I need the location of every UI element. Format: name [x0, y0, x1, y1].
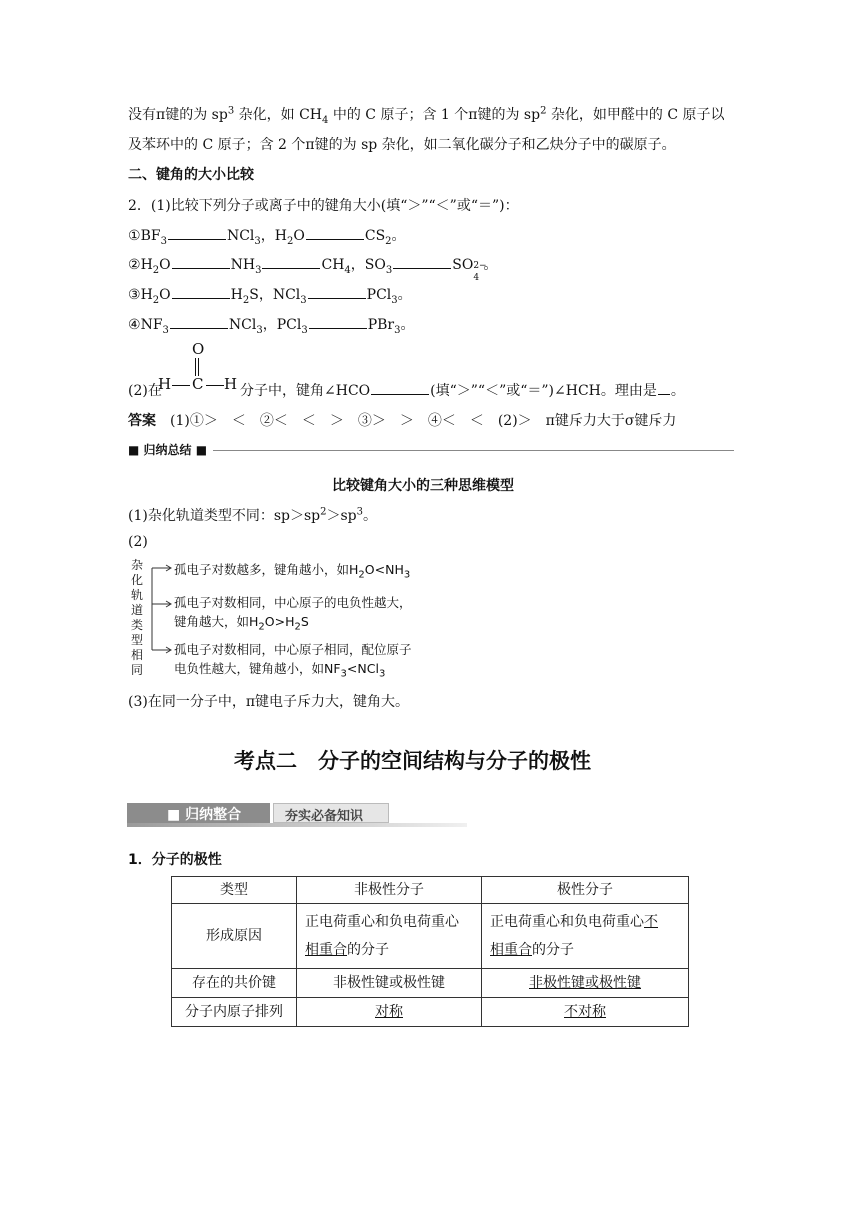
question-stem: 2．(1)比较下列分子或离子中的键角大小(填“＞”“＜”或“＝”)： — [128, 198, 519, 214]
table-row — [172, 877, 689, 904]
summary-point-3: (3)在同一分子中，π键电子斥力大，键角大。 — [128, 694, 410, 710]
answer-blank[interactable] — [168, 227, 226, 240]
table-cell: 形成原因 — [172, 904, 297, 969]
question-row-1: $①BF_3$ NCl$_3$，$H_2O$ $CS_2$。 — [128, 228, 406, 247]
answer-blank[interactable] — [308, 286, 366, 299]
table-cell: 存在的共价键 — [172, 969, 297, 998]
bond-angle-diagram — [128, 556, 468, 686]
diagram-branch-3: 孤电子对数相同，中心原子相同，配位原子 — [174, 642, 412, 657]
polarity-heading: 1．分子的极性 — [128, 852, 222, 868]
table-header: 极性分子 — [482, 877, 689, 904]
table-cell: 非极性键或极性键 — [482, 969, 689, 998]
answer-blank[interactable] — [393, 256, 451, 269]
diagram-branch-2b: 键角越大，如$H_2O>H_2S$ — [174, 614, 309, 633]
table-cell: 非极性键或极性键 — [297, 969, 482, 998]
summary-bar: ■ 归纳总结 ■ — [128, 444, 734, 454]
question-row-2: $②H_2O$ $NH_3$ $CH_4$，$SO_3$ SO 2− 4 。 — [128, 257, 498, 283]
answer-blank[interactable] — [170, 316, 228, 329]
table-cell: 对称 — [297, 998, 482, 1027]
summary-point-2: (2) — [128, 534, 148, 550]
table-header: 类型 — [172, 877, 297, 904]
answer-blank[interactable] — [172, 256, 230, 269]
answer-blank[interactable] — [306, 227, 364, 240]
answer-line: 答案 (1)①＞ ＜ ②＜ ＜ ＞ ③＞ ＞ ④＜ ＜ (2)＞ π键斥力大于σ键斥力 — [128, 413, 677, 429]
summary-title: 比较键角大小的三种思维模型 — [332, 478, 514, 494]
banner-left-label: ■ 归纳整合 — [167, 807, 242, 823]
table-cell: 正电荷重心和负电荷重心 相重合的分子 — [297, 904, 482, 969]
question-row-4: $④NF_3$ NCl$_3$，PCl$_3$ PBr$_3$。 — [128, 317, 415, 336]
part2-prefix: (2)在 — [128, 383, 162, 399]
polarity-table — [171, 876, 689, 1027]
knowledge-banner — [127, 803, 467, 827]
table-row — [172, 904, 689, 969]
table-row — [172, 969, 689, 998]
answer-blank[interactable] — [371, 382, 429, 395]
diagram-vertical-label: 杂 化 轨 道 类 型 相 同 — [130, 558, 143, 677]
intro-line-1: 没有π键的为 $sp^3$ 杂化，如 $CH_4$ 中的 C 原子；含 1 个π键的为 $sp^2$ 杂化，如甲醛中的 C 原子以 — [128, 105, 725, 126]
section-title: 二、键角的大小比较 — [128, 167, 254, 183]
diagram-branch-1: 孤电子对数越多，键角越小，如$H_2O<NH_3$ — [174, 562, 411, 581]
banner-right-label: 夯实必备知识 — [285, 809, 364, 824]
formaldehyde-structure: O H C H — [158, 340, 238, 393]
diagram-branch-2: 孤电子对数相同，中心原子的电负性越大， — [174, 595, 412, 610]
answer-blank[interactable] — [658, 382, 670, 395]
table-row — [172, 998, 689, 1027]
table-header: 非极性分子 — [297, 877, 482, 904]
answer-blank[interactable] — [309, 316, 367, 329]
intro-line-2: 及苯环中的 C 原子；含 2 个π键的为 sp 杂化，如二氧化碳分子和乙炔分子中的碳原子。 — [128, 137, 676, 153]
answer-blank[interactable] — [172, 286, 230, 299]
summary-point-1: (1)杂化轨道类型不同：$sp>sp^2>sp^3$。 — [128, 506, 378, 524]
question-row-3: $③H_2O$ $H_2S$，NCl$_3$ PCl$_3$。 — [128, 287, 412, 306]
topic-title: 考点二 分子的空间结构与分子的极性 — [234, 749, 591, 773]
diagram-branch-3b: 电负性越大，键角越小，如$NF_3<NCl_3$ — [174, 661, 386, 680]
answer-blank[interactable] — [262, 256, 320, 269]
part2-text: 分子中，键角∠HCO (填“＞”“＜”或“＝”)∠HCH。理由是 。 — [240, 383, 685, 399]
diagram-bracket — [148, 560, 174, 656]
table-cell: 正电荷重心和负电荷重心不 相重合的分子 — [482, 904, 689, 969]
table-cell: 分子内原子排列 — [172, 998, 297, 1027]
table-cell: 不对称 — [482, 998, 689, 1027]
